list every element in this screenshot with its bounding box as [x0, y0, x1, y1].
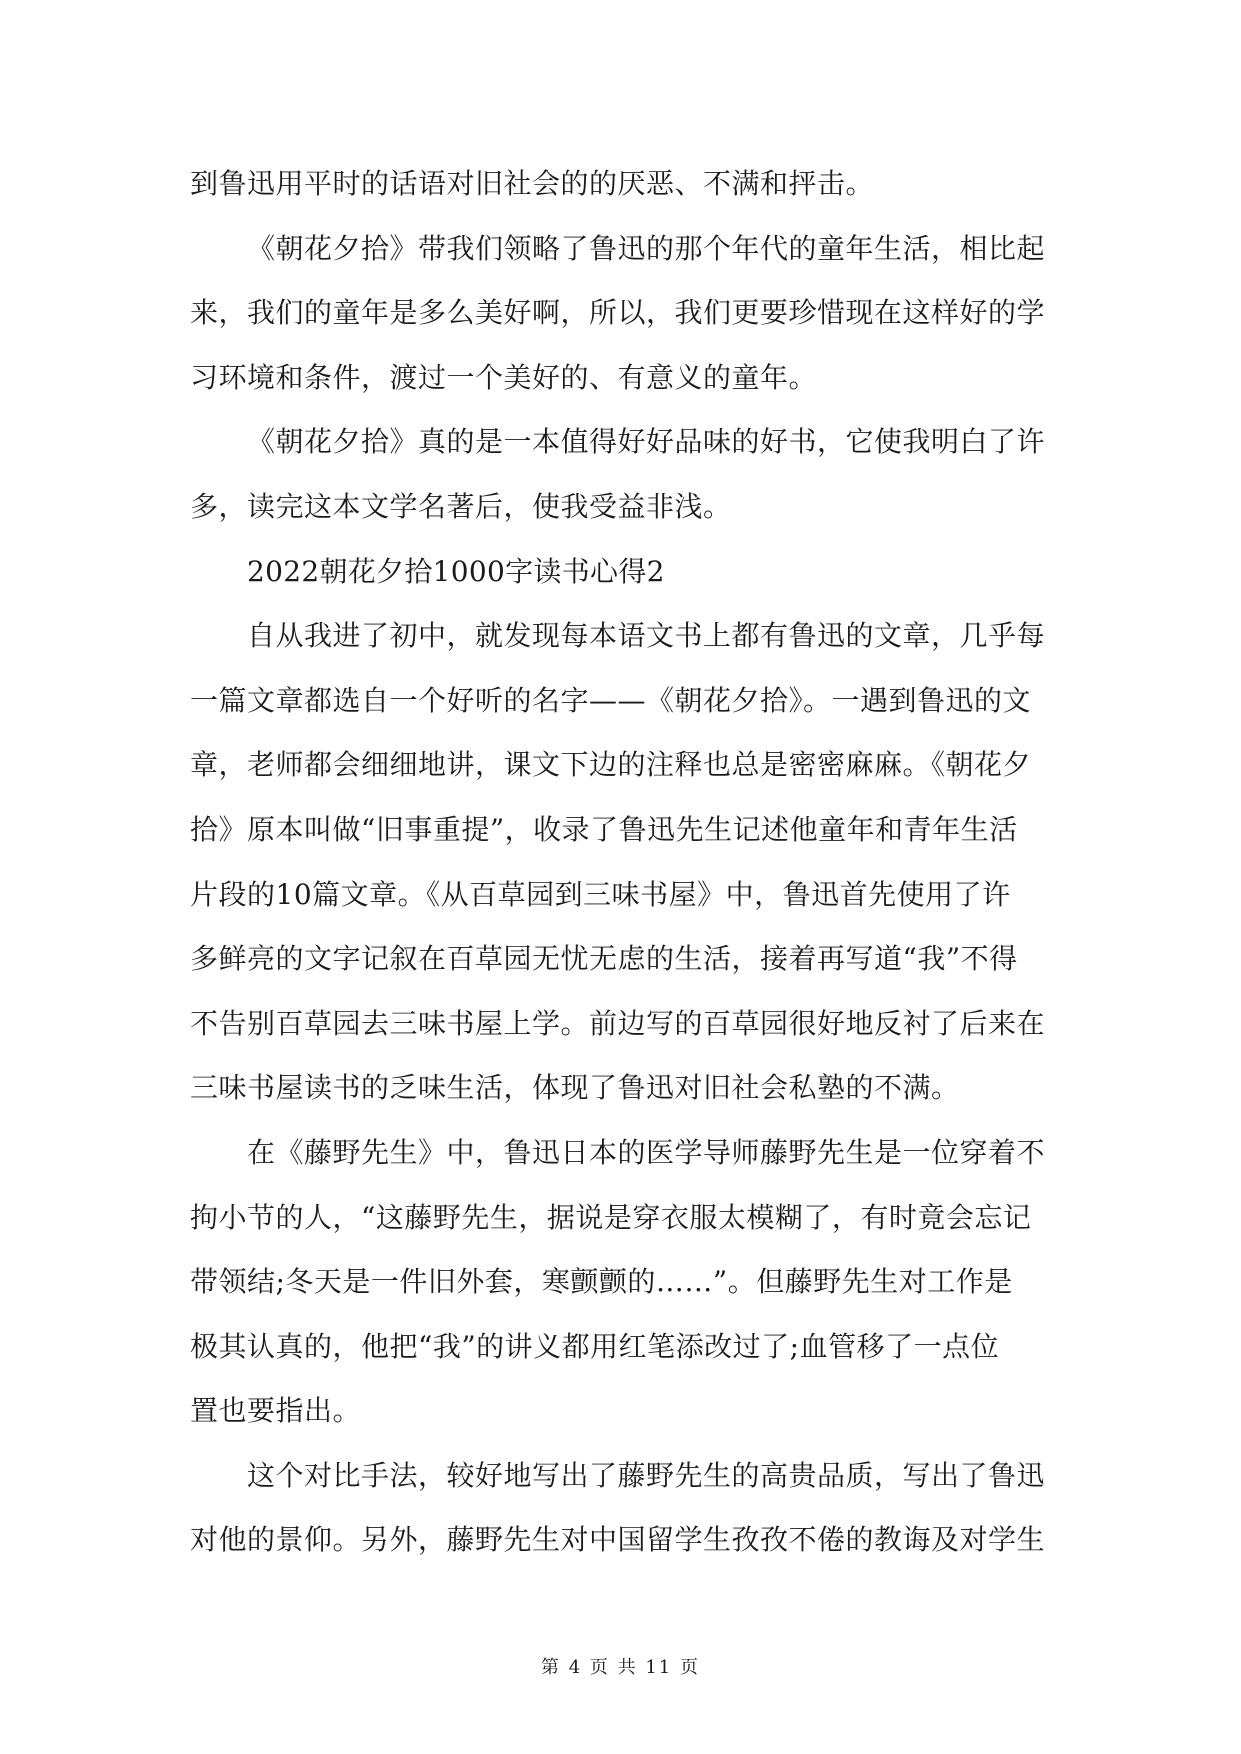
document-body — [190, 152, 1062, 1573]
text-line: 习环境和条件，渡过一个美好的、有意义的童年。 — [190, 360, 818, 394]
text-line: 带领结;冬天是一件旧外套，寒颤颤的……”。但藤野先生对工作是 — [190, 1265, 1013, 1299]
text-line: 来，我们的童年是多么美好啊，所以，我们更要珍惜现在这样好的学 — [190, 296, 1046, 330]
text-line: 片段的10篇文章。《从百草园到三味书屋》中，鲁迅首先使用了许 — [190, 877, 1011, 911]
page-number-footer: 第 4 页 共 11 页 — [541, 1657, 700, 1678]
text-line: 对他的景仰。另外，藤野先生对中国留学生孜孜不倦的教诲及对学生 — [190, 1523, 1046, 1557]
paragraph-start: 在《藤野先生》中，鲁迅日本的医学导师藤野先生是一位穿着不 — [247, 1135, 1046, 1169]
paragraph-start: 《朝花夕拾》真的是一本值得好好品味的好书，它使我明白了许 — [247, 425, 1046, 459]
text-line: 置也要指出。 — [190, 1394, 362, 1428]
text-line: 不告别百草园去三味书屋上学。前边写的百草园很好地反衬了后来在 — [190, 1006, 1046, 1040]
section-heading: 2022朝花夕拾1000字读书心得2 — [247, 554, 665, 588]
text-line: 拾》原本叫做“旧事重提”，收录了鲁迅先生记述他童年和青年生活 — [190, 812, 1018, 846]
text-line: 极其认真的，他把“我”的讲义都用红笔添改过了;血管移了一点位 — [190, 1329, 1000, 1363]
text-line: 多鲜亮的文字记叙在百草园无忧无虑的生活，接着再写道“我”不得 — [190, 942, 1018, 976]
paragraph-start: 这个对比手法，较好地写出了藤野先生的高贵品质，写出了鲁迅 — [247, 1458, 1046, 1492]
text-line: 到鲁迅用平时的话语对旧社会的的厌恶、不满和抨击。 — [190, 167, 875, 200]
text-line: 章，老师都会细细地讲，课文下边的注释也总是密密麻麻。《朝花夕 — [190, 748, 1032, 782]
text-line: 多，读完这本文学名著后，使我受益非浅。 — [190, 489, 732, 523]
text-line: 一篇文章都选自一个好听的名字——《朝花夕拾》。一遇到鲁迅的文 — [190, 683, 1032, 717]
paragraph-start: 自从我进了初中，就发现每本语文书上都有鲁迅的文章，几乎每 — [247, 619, 1046, 653]
text-line: 三味书屋读书的乏味生活，体现了鲁迅对旧社会私塾的不满。 — [190, 1071, 960, 1105]
text-line: 拘小节的人，“这藤野先生，据说是穿衣服太模糊了，有时竟会忘记 — [190, 1200, 1032, 1234]
paragraph-start: 《朝花夕拾》带我们领略了鲁迅的那个年代的童年生活，相比起 — [247, 231, 1046, 265]
